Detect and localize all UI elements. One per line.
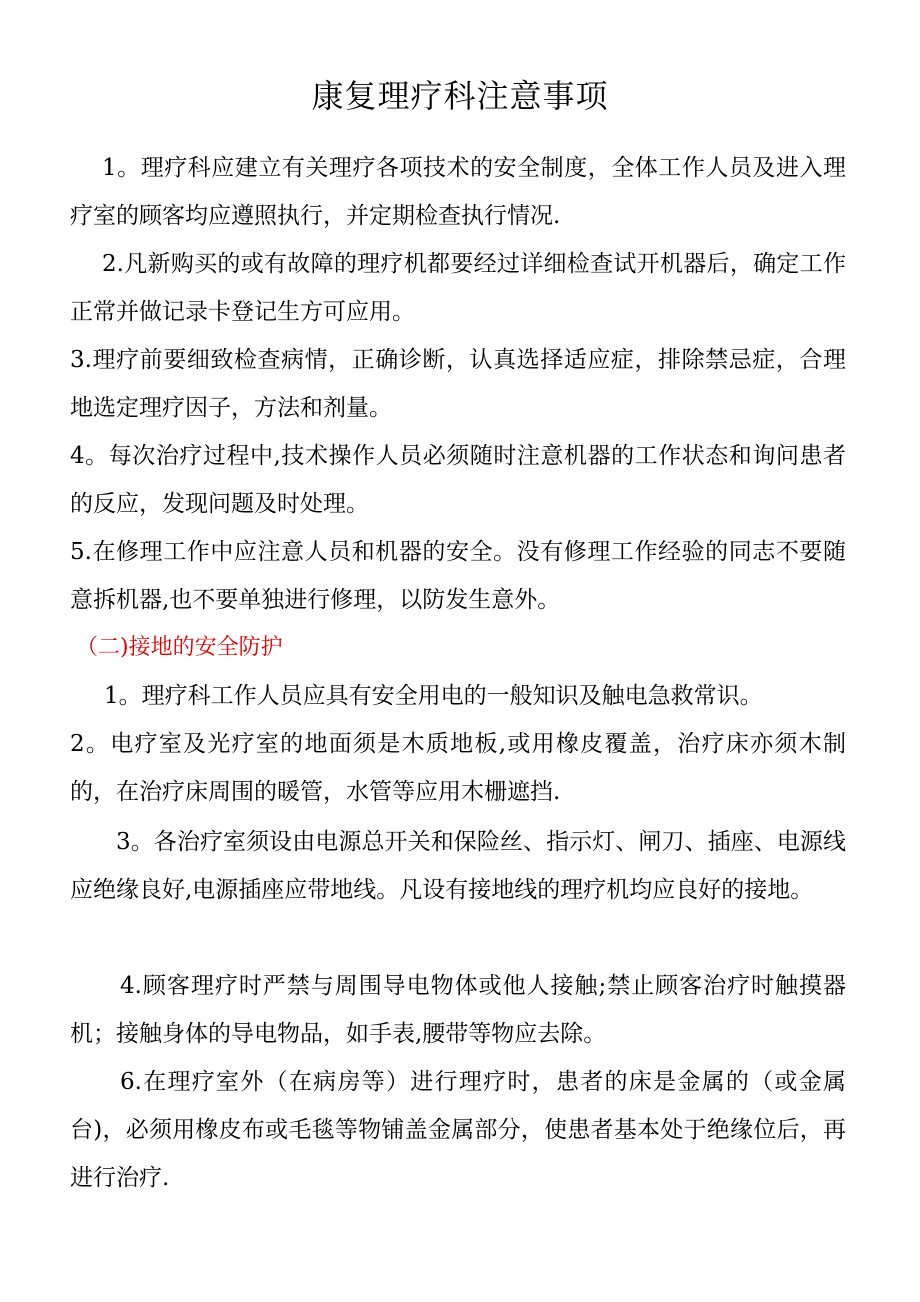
rule-item-2: 2.凡新购买的或有故障的理疗机都要经过详细检查试开机器后，确定工作正常并做记录卡登记生方可应用。: [70, 251, 846, 325]
grounding-item-1: 1。理疗科工作人员应具有安全用电的一般知识及触电急救常识。: [104, 683, 763, 709]
grounding-item-6: 6.在理疗室外（在病房等）进行理疗时，患者的床是金属的（或金属台)，必须用橡皮布或毛毯等物铺盖金属部分，使患者基本处于绝缘位后，再进行治疗.: [70, 1069, 846, 1191]
section-heading-grounding: （二)接地的安全防护: [76, 635, 283, 660]
grounding-item-2: 2。电疗室及光疗室的地面须是木质地板,或用橡皮覆盖，治疗床亦须木制的，在治疗床周围的暖管，水管等应用木栅遮挡.: [70, 731, 846, 805]
rule-item-1: 1。理疗科应建立有关理疗各项技术的安全制度，全体工作人员及进入理疗室的顾客均应遵照执行，并定期检查执行情况.: [70, 155, 846, 229]
grounding-item-4: 4.顾客理疗时严禁与周围导电物体或他人接触;禁止顾客治疗时触摸器机；接触身体的导电物品，如手表,腰带等物应去除。: [70, 973, 846, 1047]
rule-item-5: 5.在修理工作中应注意人员和机器的安全。没有修理工作经验的同志不要随意拆机器,也不要单独进行修理，以防发生意外。: [70, 539, 846, 613]
rule-item-3: 3.理疗前要细致检查病情，正确诊断，认真选择适应症，排除禁忌症，合理地选定理疗因子，方法和剂量。: [70, 347, 846, 421]
grounding-item-3: 3。各治疗室须设由电源总开关和保险丝、指示灯、闸刀、插座、电源线应绝缘良好,电源插座应带地线。凡设有接地线的理疗机均应良好的接地。: [70, 829, 846, 903]
rule-item-4: 4。每次治疗过程中,技术操作人员必须随时注意机器的工作状态和询问患者的反应，发现问题及时处理。: [70, 443, 846, 517]
document-title: 康复理疗科注意事项: [311, 77, 609, 115]
